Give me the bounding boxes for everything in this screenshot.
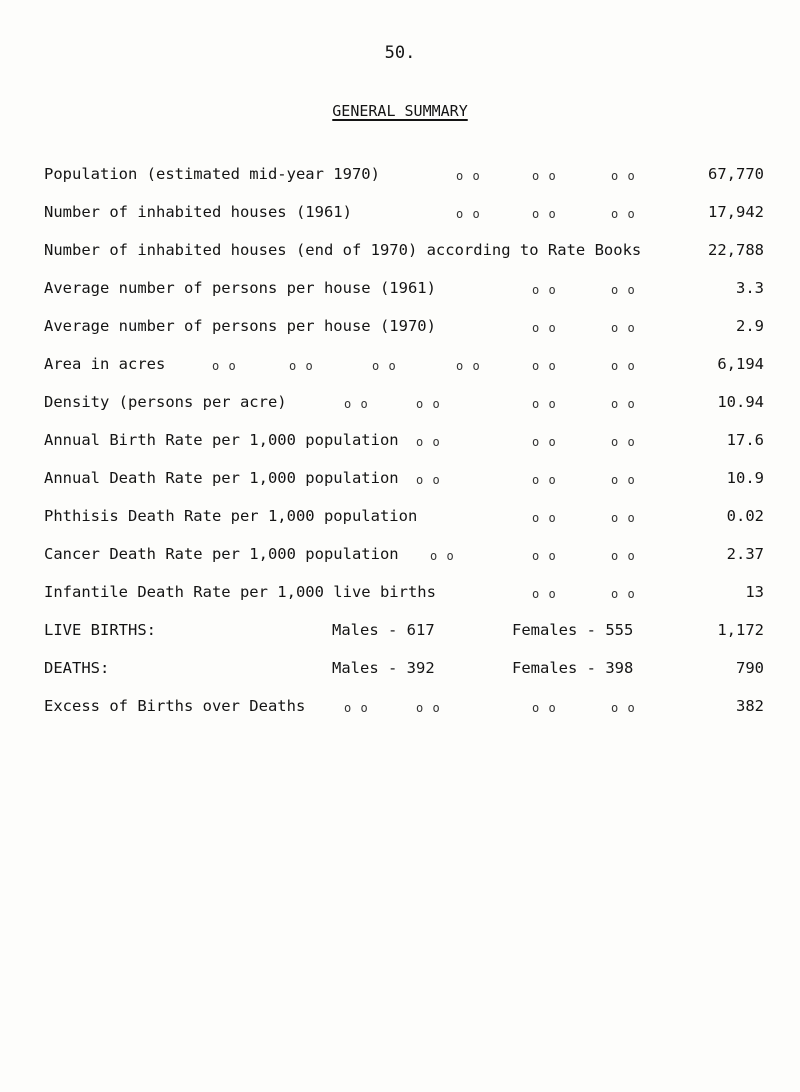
summary-row-live-births <box>44 621 764 645</box>
leader-dots: o o <box>532 397 557 411</box>
males-count: Males - 392 <box>332 659 435 677</box>
leader-dots: o o <box>344 701 369 715</box>
row-value: 0.02 <box>726 507 764 525</box>
leader-dots: o o <box>532 283 557 297</box>
leader-dots: o o <box>611 701 636 715</box>
summary-row-houses-1961 <box>44 203 764 227</box>
leader-dots: o o <box>344 397 369 411</box>
leader-dots: o o <box>532 701 557 715</box>
row-label: LIVE BIRTHS: <box>44 621 156 639</box>
row-value: 1,172 <box>717 621 764 639</box>
leader-dots: o o <box>611 473 636 487</box>
summary-row-houses-1970 <box>44 241 764 265</box>
row-value: 13 <box>745 583 764 601</box>
row-label: Density (persons per acre) <box>44 393 287 411</box>
leader-dots: o o <box>532 207 557 221</box>
row-label: Annual Birth Rate per 1,000 population <box>44 431 399 449</box>
row-label: Phthisis Death Rate per 1,000 population <box>44 507 418 525</box>
leader-dots: o o <box>456 169 481 183</box>
leader-dots: o o <box>611 321 636 335</box>
row-value: 2.9 <box>736 317 764 335</box>
leader-dots: o o <box>532 321 557 335</box>
leader-dots: o o <box>611 397 636 411</box>
row-value: 10.9 <box>726 469 764 487</box>
leader-dots: o o <box>611 587 636 601</box>
summary-row-cancer-rate <box>44 545 764 569</box>
leader-dots: o o <box>532 169 557 183</box>
females-count: Females - 555 <box>512 621 634 639</box>
leader-dots: o o <box>611 359 636 373</box>
row-value: 382 <box>736 697 764 715</box>
row-value: 17,942 <box>708 203 764 221</box>
summary-row-infantile-rate <box>44 583 764 607</box>
row-value: 10.94 <box>717 393 764 411</box>
row-label: Number of inhabited houses (end of 1970) according to Rate Books <box>44 241 642 259</box>
leader-dots: o o <box>611 549 636 563</box>
leader-dots: o o <box>611 283 636 297</box>
row-value: 17.6 <box>726 431 764 449</box>
leader-dots: o o <box>416 397 441 411</box>
leader-dots: o o <box>532 359 557 373</box>
row-label: Population (estimated mid-year 1970) <box>44 165 380 183</box>
summary-row-area <box>44 355 764 379</box>
row-label: DEATHS: <box>44 659 110 677</box>
leader-dots: o o <box>532 435 557 449</box>
row-label: Average number of persons per house (1970) <box>44 317 436 335</box>
summary-row-persons-per-house-1961 <box>44 279 764 303</box>
row-label: Number of inhabited houses (1961) <box>44 203 352 221</box>
row-label: Infantile Death Rate per 1,000 live births <box>44 583 436 601</box>
leader-dots: o o <box>372 359 397 373</box>
row-value: 3.3 <box>736 279 764 297</box>
row-value: 2.37 <box>726 545 764 563</box>
summary-row-phthisis-rate <box>44 507 764 531</box>
leader-dots: o o <box>456 207 481 221</box>
leader-dots: o o <box>611 511 636 525</box>
row-value: 6,194 <box>717 355 764 373</box>
leader-dots: o o <box>532 473 557 487</box>
summary-row-persons-per-house-1970 <box>44 317 764 341</box>
summary-row-death-rate <box>44 469 764 493</box>
males-count: Males - 617 <box>332 621 435 639</box>
leader-dots: o o <box>416 473 441 487</box>
row-label: Excess of Births over Deaths <box>44 697 306 715</box>
row-value: 67,770 <box>708 165 764 183</box>
summary-row-excess-births <box>44 697 764 721</box>
leader-dots: o o <box>430 549 455 563</box>
leader-dots: o o <box>611 435 636 449</box>
leader-dots: o o <box>289 359 314 373</box>
leader-dots: o o <box>456 359 481 373</box>
page-number: 50. <box>384 43 416 63</box>
summary-row-deaths <box>44 659 764 683</box>
leader-dots: o o <box>532 511 557 525</box>
row-label: Cancer Death Rate per 1,000 population <box>44 545 399 563</box>
leader-dots: o o <box>611 207 636 221</box>
leader-dots: o o <box>532 587 557 601</box>
row-label: Area in acres <box>44 355 166 373</box>
row-label: Annual Death Rate per 1,000 population <box>44 469 399 487</box>
leader-dots: o o <box>532 549 557 563</box>
row-value: 22,788 <box>708 241 764 259</box>
summary-row-population <box>44 165 764 189</box>
leader-dots: o o <box>212 359 237 373</box>
summary-row-birth-rate <box>44 431 764 455</box>
leader-dots: o o <box>611 169 636 183</box>
row-label: Average number of persons per house (1961) <box>44 279 436 297</box>
females-count: Females - 398 <box>512 659 634 677</box>
row-value: 790 <box>736 659 764 677</box>
summary-row-density <box>44 393 764 417</box>
leader-dots: o o <box>416 435 441 449</box>
leader-dots: o o <box>416 701 441 715</box>
page-heading: GENERAL SUMMARY <box>332 102 468 120</box>
